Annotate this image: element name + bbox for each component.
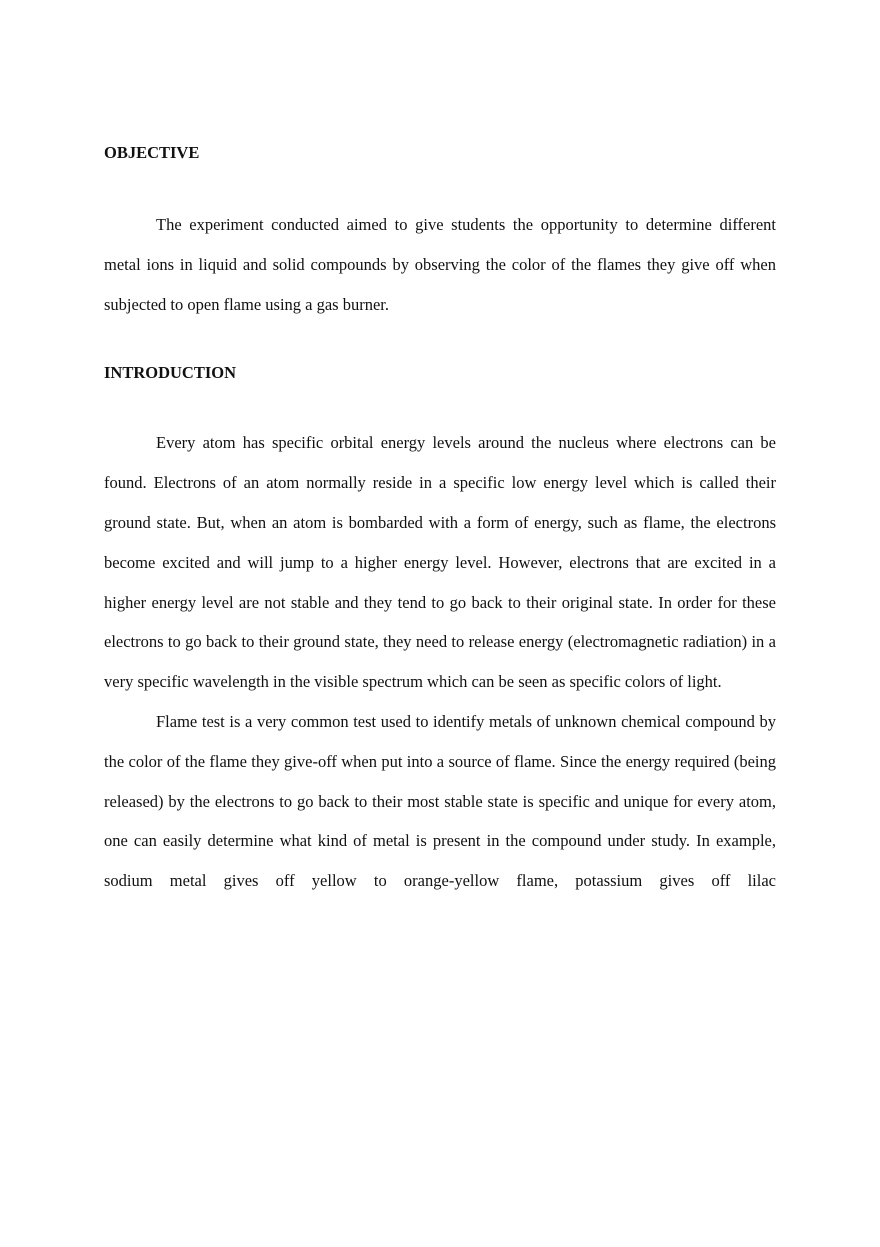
introduction-heading: INTRODUCTION bbox=[104, 363, 237, 383]
page-content bbox=[104, 141, 776, 901]
objective-paragraph: The experiment conducted aimed to give students the opportunity to determine different metal ions in liquid and solid compounds by observing the color of the flames they give off when subjected to open flame using a gas burner. bbox=[104, 215, 776, 314]
objective-heading: OBJECTIVE bbox=[104, 143, 200, 162]
introduction-paragraph-1: Every atom has specific orbital energy levels around the nucleus where electrons can be found. Electrons of an atom normally reside in a specific low energy level which is called their ground state. But, when an atom is bombarded with a form of energy, such as flame, the electrons become excited and will jump to a higher energy level. However, electrons that are excited in a higher energy level are not stable and they tend to go back to their original state. In order for these electrons to go back to their ground state, they need to release energy (electromagnetic radiation) in a very specific wavelength in the visible spectrum which can be seen as specific colors of light. bbox=[104, 433, 776, 692]
introduction-paragraph-2: Flame test is a very common test used to identify metals of unknown chemical compound by the color of the flame they give-off when put into a source of flame. Since the energy required (being released) by the electrons to go back to their most stable state is specific and unique for every atom, one can easily determine what kind of metal is present in the compound under study. In example, sodium metal gives off yellow to orange-yellow flame, potassium gives off lilac bbox=[104, 711, 776, 891]
